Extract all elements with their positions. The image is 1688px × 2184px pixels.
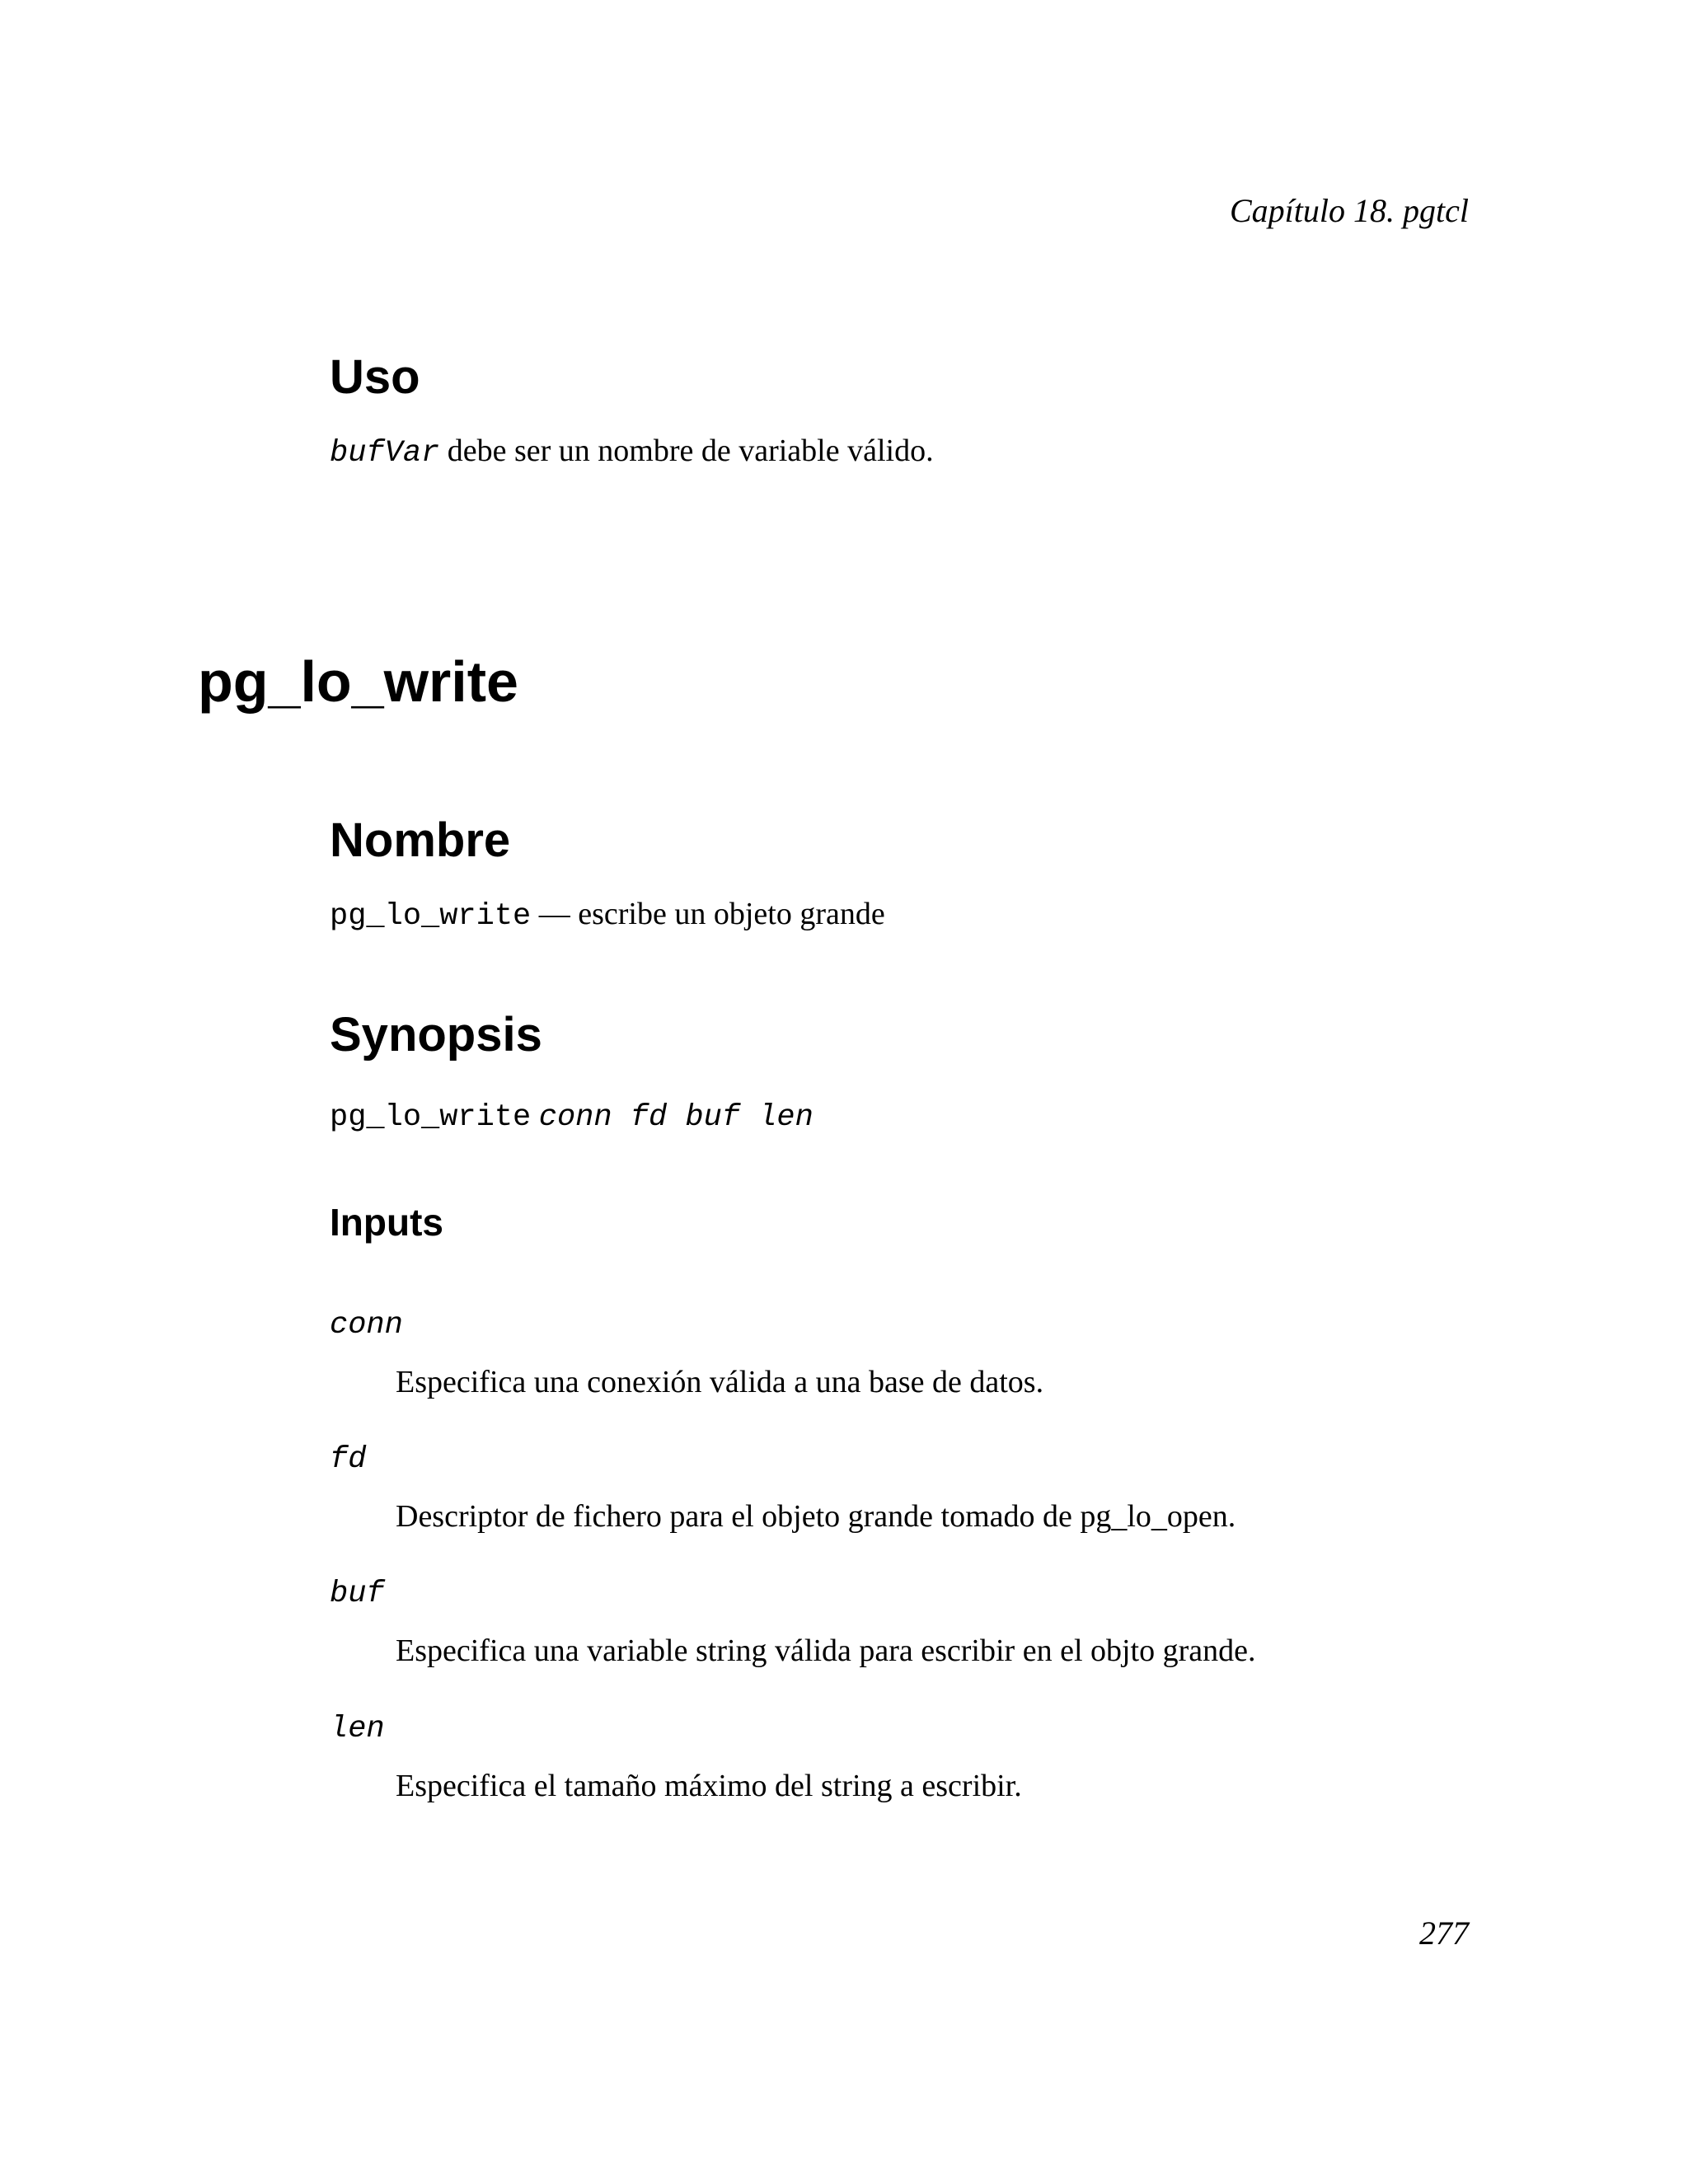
nombre-text: — escribe un objeto grande [531,897,885,931]
nombre-paragraph [330,895,885,935]
uso-code: bufVar [330,436,440,471]
nombre-code: pg_lo_write [330,899,532,934]
input-description-conn: Especifica una conexión válida a una base de datos. [396,1365,1044,1399]
nombre-heading: Nombre [330,813,511,867]
input-term-len: len [330,1712,385,1746]
synopsis-args: conn fd buf len [538,1100,814,1135]
uso-paragraph [330,432,934,472]
input-description-buf: Especifica una variable string válida para escribir en el objto grande. [396,1633,1256,1668]
input-description-fd: Descriptor de fichero para el objeto grande tomado de pg_lo_open. [396,1499,1236,1534]
uso-text: debe ser un nombre de variable válido. [439,434,934,468]
inputs-heading: Inputs [330,1201,443,1244]
input-description-len: Especifica el tamaño máximo del string a escribir. [396,1769,1022,1803]
input-term-buf: buf [330,1577,385,1611]
synopsis-command: pg_lo_write [330,1100,532,1135]
running-header: Capítulo 18. pgtcl [1230,192,1469,229]
input-term-fd: fd [330,1442,367,1477]
synopsis-heading: Synopsis [330,1008,542,1062]
input-term-conn: conn [330,1308,403,1343]
page-number: 277 [1419,1915,1469,1952]
uso-heading: Uso [330,350,420,404]
synopsis-line [330,1096,814,1137]
command-title: pg_lo_write [198,649,518,714]
